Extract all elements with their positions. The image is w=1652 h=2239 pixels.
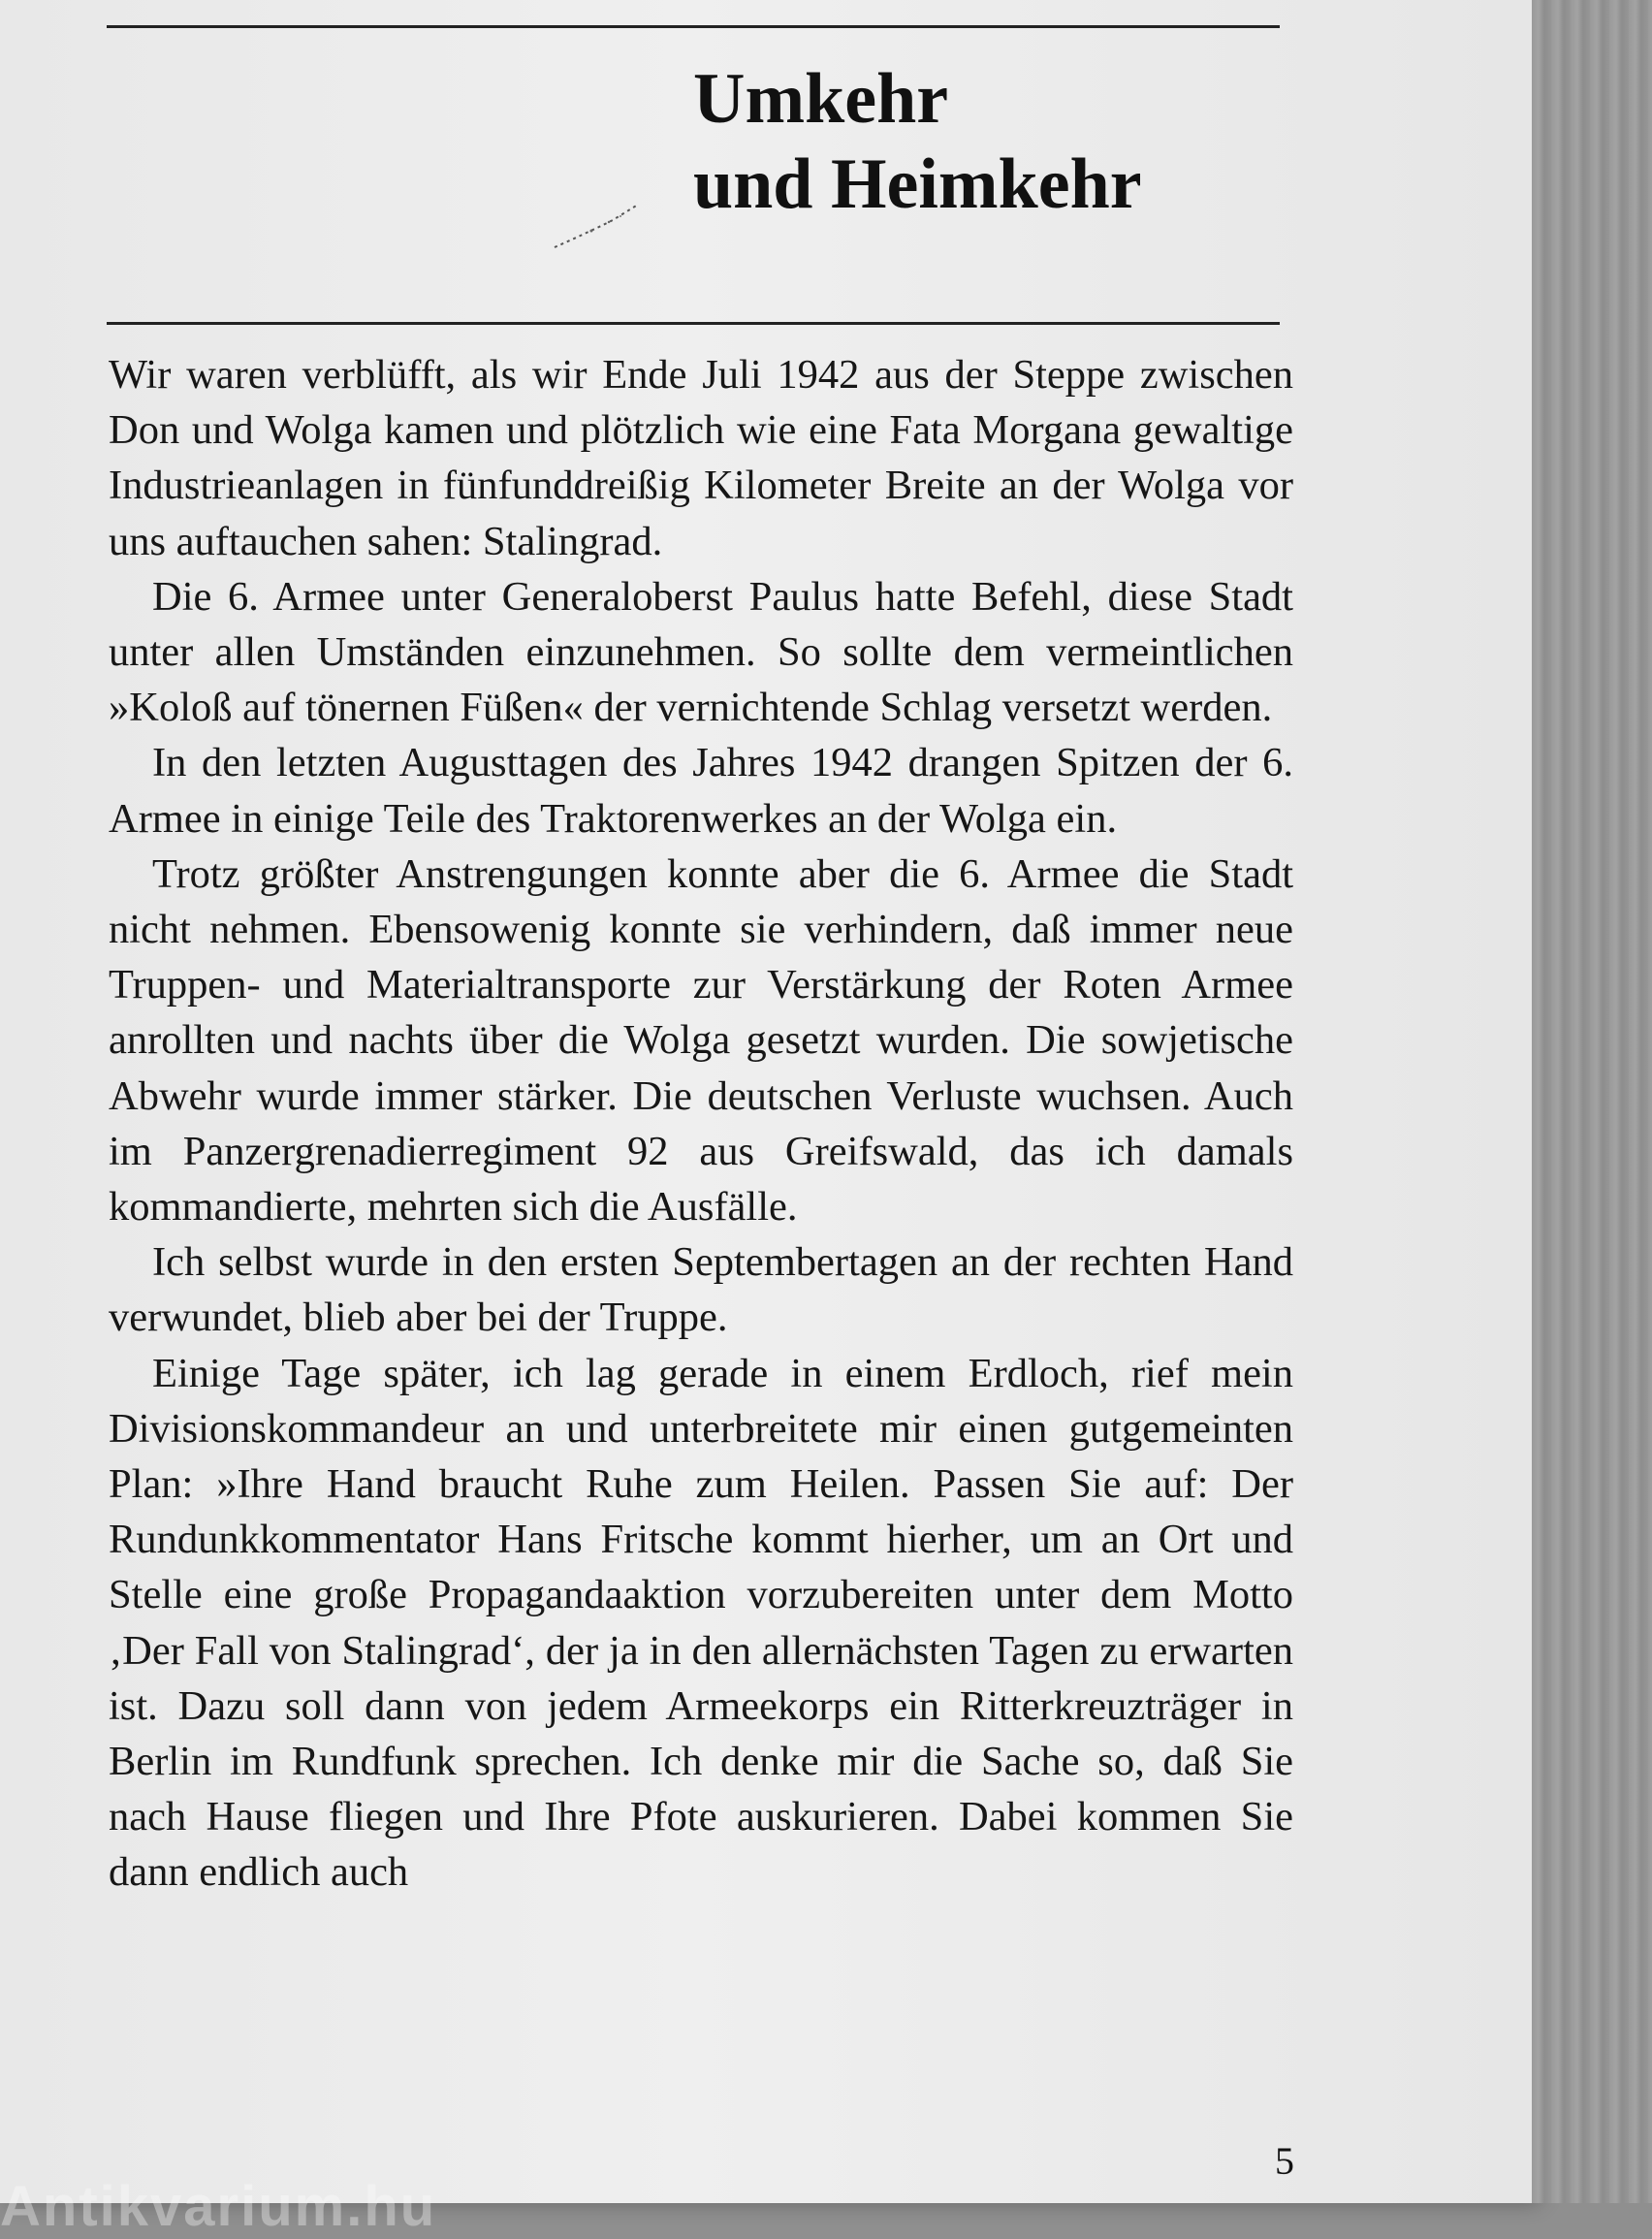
chapter-title-line-2: und Heimkehr — [693, 144, 1142, 224]
chapter-title — [693, 56, 1142, 227]
page-number: 5 — [1275, 2139, 1294, 2183]
paragraph-6: Einige Tage später, ich lag gerade in einem Erdloch, rief mein Divisionskommandeur an und unterbreitete mir einen gutgemeinten Plan: »Ihre Hand braucht Ruhe zum Heilen. Passen Sie auf: Der Rundunkkommentator Hans Fritsche kommt hierher, um an Ort und Stelle eine große Propagandaaktion vorzubereiten unter dem Motto ‚Der Fall von Stalingrad‘, der ja in den allernächsten Tagen zu erwarten ist. Dazu soll dann von jedem Armeekorps ein Ritterkreuzträger in Berlin im Rundfunk sprechen. Ich denke mir die Sache so, daß Sie nach Hause fliegen und Ihre Pfote auskurieren. Dabei kommen Sie dann endlich auch — [109, 1350, 1293, 1896]
paragraph-1: Wir waren verblüfft, als wir Ende Juli 1942 aus der Steppe zwischen Don und Wolga kamen und plötzlich wie eine Fata Morgana gewaltige Industrieanlagen in fünfunddreißig Kilometer Breite an der Wolga vor uns auftauchen sahen: Stalingrad. — [109, 352, 1293, 564]
paragraph-2: Die 6. Armee unter Generaloberst Paulus hatte Befehl, diese Stadt unter allen Umständen einzunehmen. So sollte dem vermeintlichen »Koloß auf tönernen Füßen« der vernichtende Schlag versetzt werden. — [109, 573, 1293, 731]
paragraph-4: Trotz größter Anstrengungen konnte aber die 6. Armee die Stadt nicht nehmen. Ebensowenig konnte sie verhindern, daß immer neue Truppen- und Materialtransporte zur Verstärkung der Roten Armee anrollten und nachts über die Wolga gesetzt wurden. Die sowjetische Abwehr wurde immer stärker. Die deutschen Verluste wuchsen. Auch im Panzergrenadierregiment 92 aus Greifswald, das ich damals kommandierte, mehrten sich die Ausfälle. — [109, 850, 1293, 1231]
chapter-title-line-1: Umkehr — [693, 59, 949, 139]
top-rule — [107, 25, 1280, 28]
paragraph-5: Ich selbst wurde in den ersten Septembertagen an der rechten Hand verwundet, blieb aber bei der Truppe. — [109, 1239, 1293, 1341]
paragraph-3: In den letzten Augusttagen des Jahres 1942 drangen Spitzen der 6. Armee in einige Teile des Traktorenwerkes an der Wolga ein. — [109, 740, 1293, 842]
body-text — [109, 347, 1293, 1901]
watermark: Antikvarium.hu — [0, 2175, 437, 2238]
page-edge-stack — [1532, 0, 1652, 2203]
bottom-rule — [107, 322, 1280, 325]
ink-smudge — [553, 199, 645, 252]
